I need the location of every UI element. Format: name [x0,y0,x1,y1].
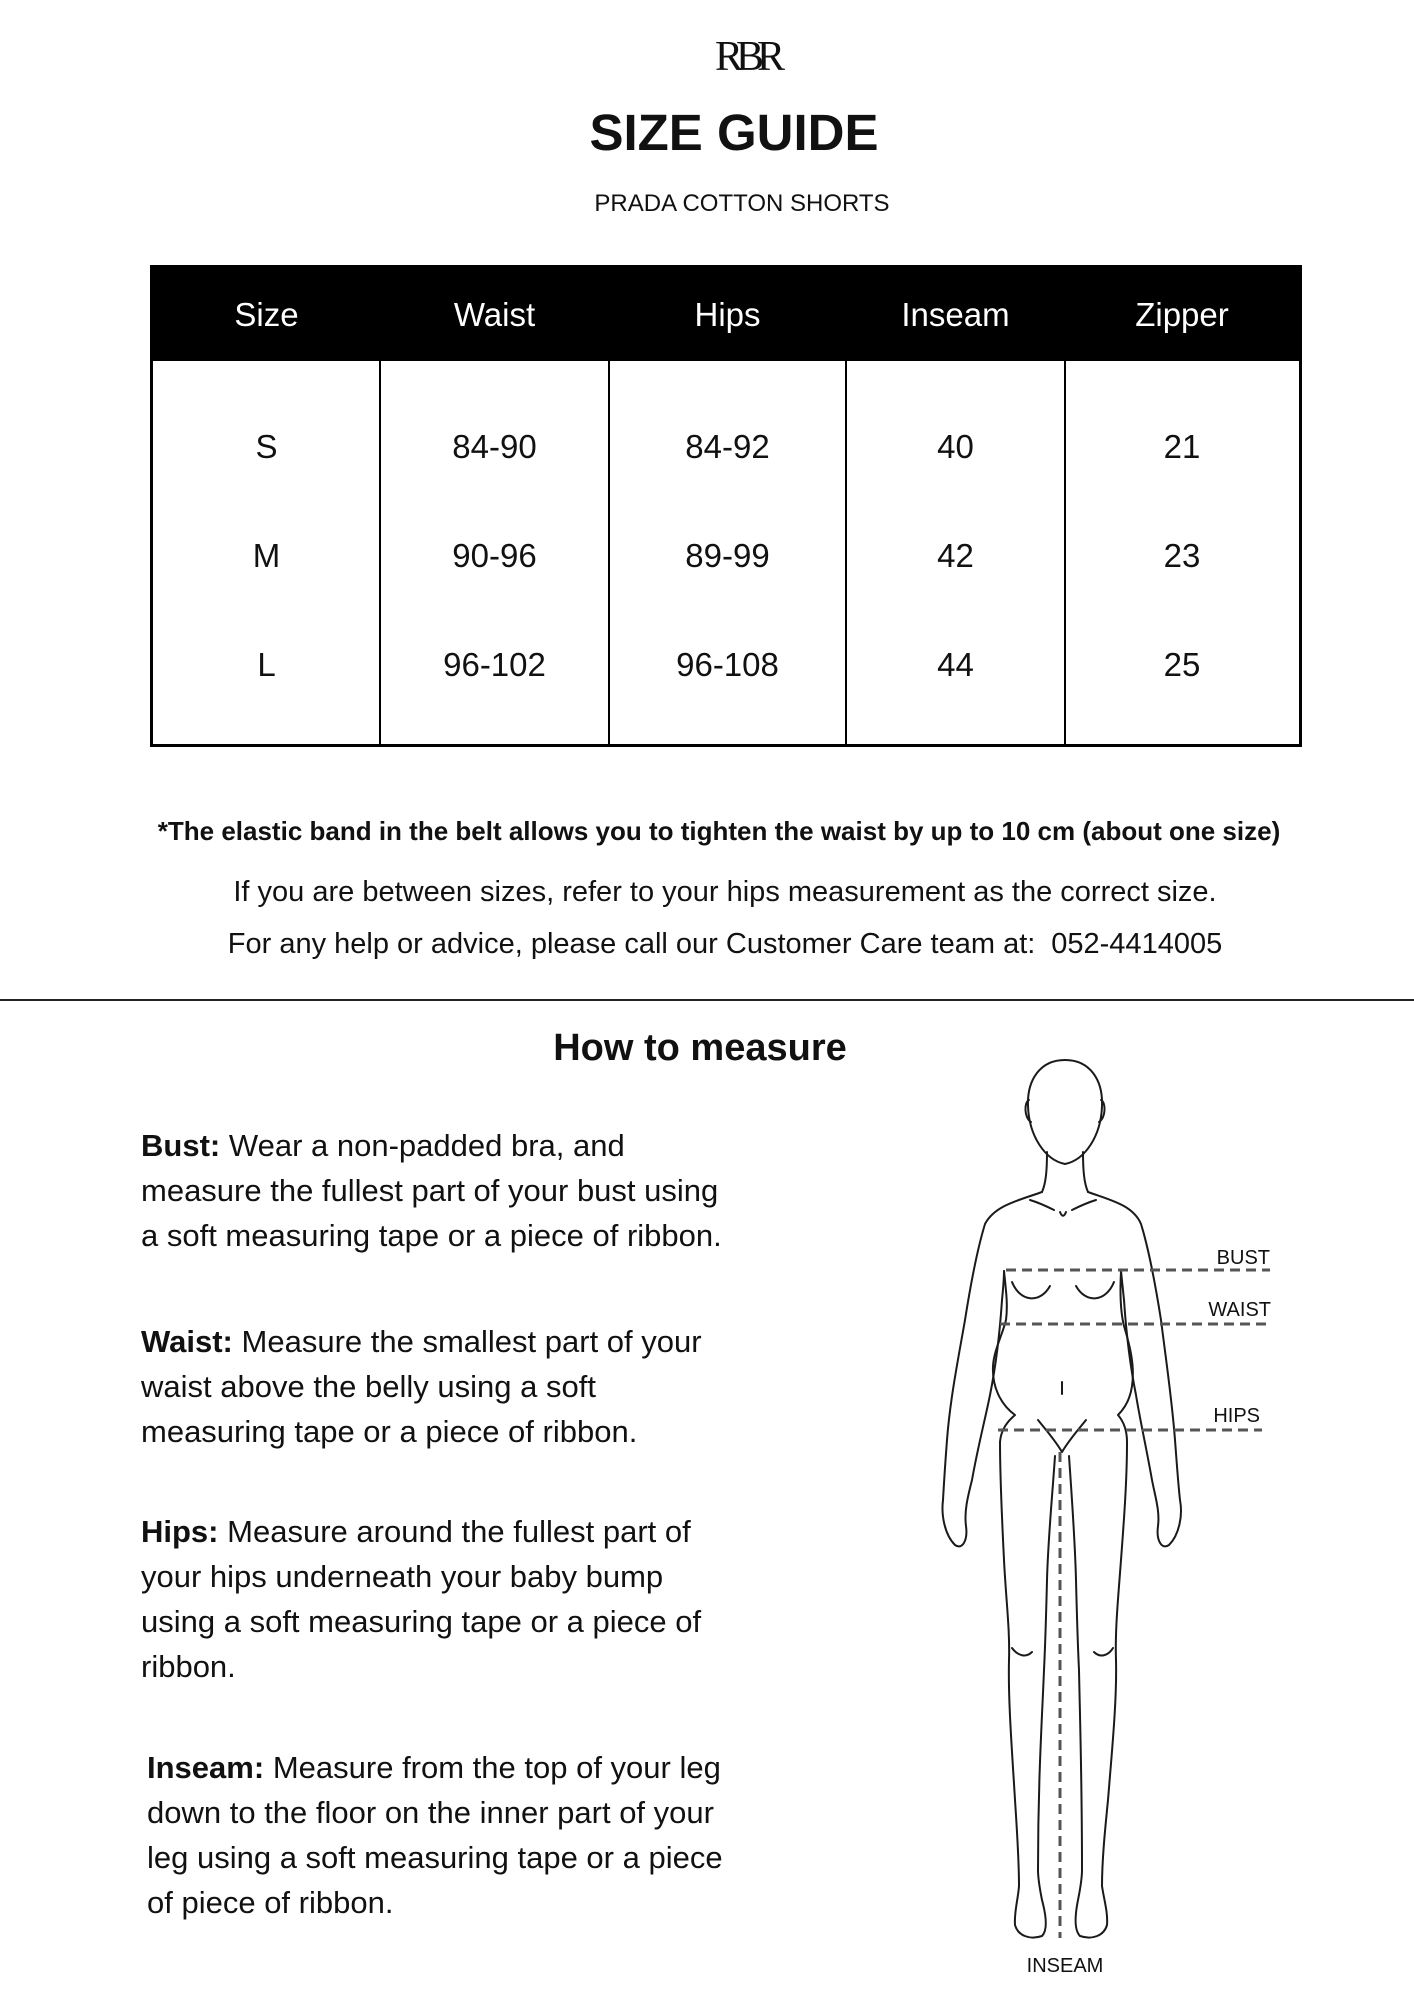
measure-label: Inseam: [147,1750,265,1785]
measure-line: a soft measuring tape or a piece of ribbon. [141,1218,722,1253]
table-header-row [153,268,1299,361]
cell-inseam: 44 [937,645,974,683]
column-divider [608,361,610,744]
measure-line: measure the fullest part of your bust using [141,1173,719,1208]
neck-right [1083,1152,1088,1192]
measure-item-inseam [147,1745,723,1925]
size-table [150,265,1302,747]
measure-line: using a soft measuring tape or a piece of [141,1604,702,1639]
elastic-band-note: *The elastic band in the belt allows you to tighten the waist by up to 10 cm (about one size) [157,816,1281,846]
cell-waist: 96-102 [443,645,546,683]
measure-item-bust [141,1123,722,1258]
measure-line [141,1123,722,1168]
collarbones [1030,1200,1096,1216]
measure-line [141,1319,702,1364]
measure-line: measuring tape or a piece of ribbon. [141,1414,638,1449]
bust-label: BUST [1216,1247,1270,1269]
measure-item-hips [141,1509,701,1689]
table-row [153,610,1299,719]
cell-hips: 89-99 [685,536,770,574]
knee-details [1012,1648,1113,1655]
customer-care-note [36,924,1414,964]
cell-inseam: 42 [937,536,974,574]
measure-label: Waist: [141,1324,233,1359]
right-leg-outer [1102,1442,1127,1886]
column-divider [1064,361,1066,744]
cell-inseam: 40 [937,427,974,465]
page-title: SIZE GUIDE [589,104,879,161]
head-outline [1028,1060,1102,1164]
left-leg-outer [1000,1442,1019,1886]
how-to-measure-title: How to measure [553,1027,847,1069]
customer-care-text: For any help or advice, please call our Customer Care team at: [227,928,1036,960]
cell-hips: 84-92 [685,427,770,465]
section-divider [0,999,1414,1001]
column-header-size: Size [234,295,299,333]
right-leg-inner [1069,1456,1082,1870]
cell-waist: 84-90 [452,427,537,465]
measure-line: waist above the belly using a soft [141,1369,596,1404]
body-figure [920,1040,1320,1990]
measure-line: your hips underneath your baby bump [141,1559,664,1594]
pelvis-contour [1038,1420,1086,1452]
bust-contour [1012,1282,1114,1298]
between-sizes-note: If you are between sizes, refer to your hips measurement as the correct size. [233,876,1217,908]
measure-line [141,1509,701,1554]
measure-line: of piece of ribbon. [147,1885,394,1920]
cell-size: L [257,645,276,683]
measure-item-waist [141,1319,702,1454]
inseam-label: INSEAM [1026,1955,1104,1977]
product-name: PRADA COTTON SHORTS [594,190,890,217]
column-header-waist: Waist [453,295,536,333]
table-row [153,501,1299,610]
cell-hips: 96-108 [676,645,779,683]
column-header-inseam: Inseam [901,295,1010,333]
measure-label: Hips: [141,1514,219,1549]
cell-zipper: 21 [1163,427,1201,465]
hips-label: HIPS [1213,1405,1260,1427]
measure-label: Bust: [141,1128,221,1163]
cell-zipper: 23 [1163,536,1201,574]
measure-line: ribbon. [141,1649,236,1684]
cell-size: S [255,427,278,465]
waist-label: WAIST [1208,1299,1271,1321]
cell-size: M [252,536,281,574]
torso-right [1118,1271,1133,1442]
measure-line [147,1745,723,1790]
column-header-hips: Hips [694,295,761,333]
measure-text: Measure from the top of your leg [272,1750,721,1785]
customer-care-phone: 052-4414005 [1051,928,1223,960]
left-leg-inner [1038,1456,1055,1870]
right-arm [1088,1192,1181,1546]
column-divider [379,361,381,744]
table-row [153,392,1299,501]
table-body [153,361,1299,744]
column-header-zipper: Zipper [1135,295,1229,333]
measure-text: Measure the smallest part of your [241,1324,702,1359]
measure-line: down to the floor on the inner part of your [147,1795,714,1830]
measure-line: leg using a soft measuring tape or a piece [147,1840,723,1875]
cell-zipper: 25 [1163,645,1201,683]
measure-text: Wear a non-padded bra, and [228,1128,625,1163]
column-divider [845,361,847,744]
measure-text: Measure around the fullest part of [227,1514,691,1549]
cell-waist: 90-96 [452,536,537,574]
brand-logo: RBR [714,34,779,80]
neck-left [1042,1152,1047,1192]
